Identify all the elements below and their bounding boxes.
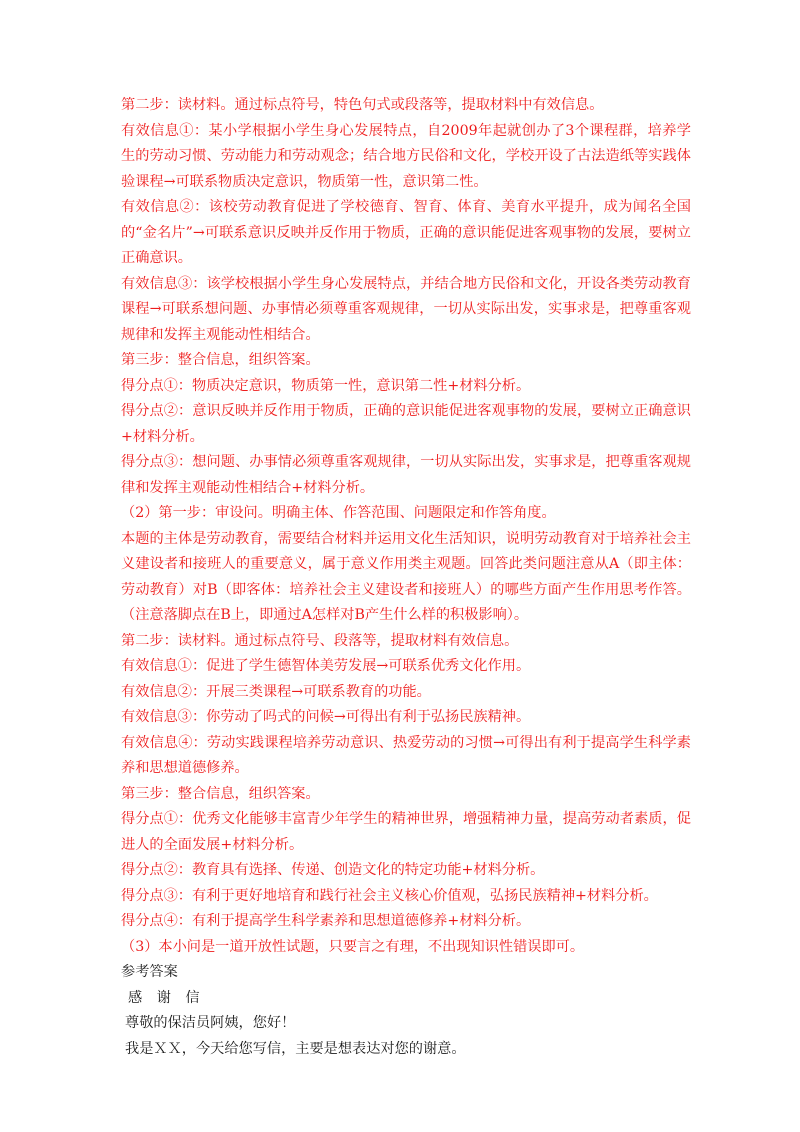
score-point-1: 得分点①：物质决定意识，物质第一性，意识第二性+材料分析。 (121, 377, 531, 394)
letter-title: 感 谢 信 (128, 989, 205, 1006)
q2-step2: 第二步：读材料。通过标点符号、段落等，提取材料有效信息。 (121, 632, 519, 649)
q2-score-point-4: 得分点④：有利于提高学生科学素养和思想道德修养+材料分析。 (121, 913, 531, 929)
q2-score-point-1: 得分点①：优秀文化能够丰富青少年学生的精神世界，增强精神力量，提高劳动者素质，促进人的全面发展+材料分析。 (121, 811, 691, 853)
score-point-2: 得分点②：意识反映并反作用于物质，正确的意识能促进客观事物的发展，要树立正确意识+材料分析。 (121, 403, 691, 445)
step3-integrate: 第三步：整合信息，组织答案。 (121, 352, 320, 368)
q2-info-point-1: 有效信息①：促进了学生德智体美劳发展→可联系优秀文化作用。 (121, 658, 531, 674)
letter-greeting: 尊敬的保洁员阿姨，您好！ (125, 1015, 296, 1031)
info-point-3: 有效信息③：该学校根据小学生身心发展特点，并结合地方民俗和文化，开设各类劳动教育课程→可联系想问题、办事情必须尊重客观规律，一切从实际出发，实事求是，把尊重客观规律和发挥主观能动性相结合。 (121, 275, 691, 343)
q2-info-point-2: 有效信息②：开展三类课程→可联系教育的功能。 (121, 683, 431, 700)
q3-note: （3）本小问是一道开放性试题，只要言之有理，不出现知识性错误即可。 (121, 938, 585, 955)
q2-info-point-4: 有效信息④：劳动实践课程培养劳动意识、热爱劳动的习惯→可得出有利于提高学生科学素养和思想道德修养。 (121, 734, 691, 776)
score-point-3: 得分点③：想问题、办事情必须尊重客观规律，一切从实际出发，实事求是，把尊重客观规律和发挥主观能动性相结合+材料分析。 (121, 454, 691, 496)
q2-score-point-3: 得分点③：有利于更好地培育和践行社会主义核心价值观，弘扬民族精神+材料分析。 (121, 887, 658, 904)
q2-analysis: 本题的主体是劳动教育，需要结合材料并运用文化生活知识，说明劳动教育对于培养社会主义建设者和接班人的重要意义，属于意义作用类主观题。回答此类问题注意从A（即主体：劳动教育）对B（即客体：培养社会主义建设者和接班人）的哪些方面产生作用思考作答。（注意落脚点在B上，即通过A怎样对B产生什么样的积极影响）。 (121, 530, 691, 623)
reference-answer-heading: 参考答案 (121, 964, 178, 980)
step2-read-material: 第二步：读材料。通过标点符号，特色句式或段落等，提取材料中有效信息。 (121, 97, 604, 113)
info-point-1: 有效信息①：某小学根据小学生身心发展特点，自2009年起就创办了3个课程群，培养学生的劳动习惯、劳动能力和劳动观念；结合地方民俗和文化，学校开设了古法造纸等实践体验课程→可联系物质决定意识，物质第一性，意识第二性。 (121, 122, 691, 190)
info-point-2: 有效信息②：该校劳动教育促进了学校德育、智育、体育、美育水平提升，成为闻名全国的“金名片”→可联系意识反映并反作用于物质，正确的意识能促进客观事物的发展，要树立正确意识。 (121, 199, 691, 266)
q2-score-point-2: 得分点②：教育具有选择、传递、创造文化的特定功能+材料分析。 (121, 862, 545, 878)
letter-opening: 我是ＸＸ，今天给您写信，主要是想表达对您的谢意。 (125, 1040, 466, 1057)
q2-step1: （2）第一步：审设问。明确主体、作答范围、问题限定和作答角度。 (121, 505, 556, 521)
q2-info-point-3: 有效信息③：你劳动了吗式的问候→可得出有利于弘扬民族精神。 (121, 709, 531, 725)
document-body (121, 93, 691, 1062)
q2-step3: 第三步：整合信息，组织答案。 (121, 785, 320, 802)
